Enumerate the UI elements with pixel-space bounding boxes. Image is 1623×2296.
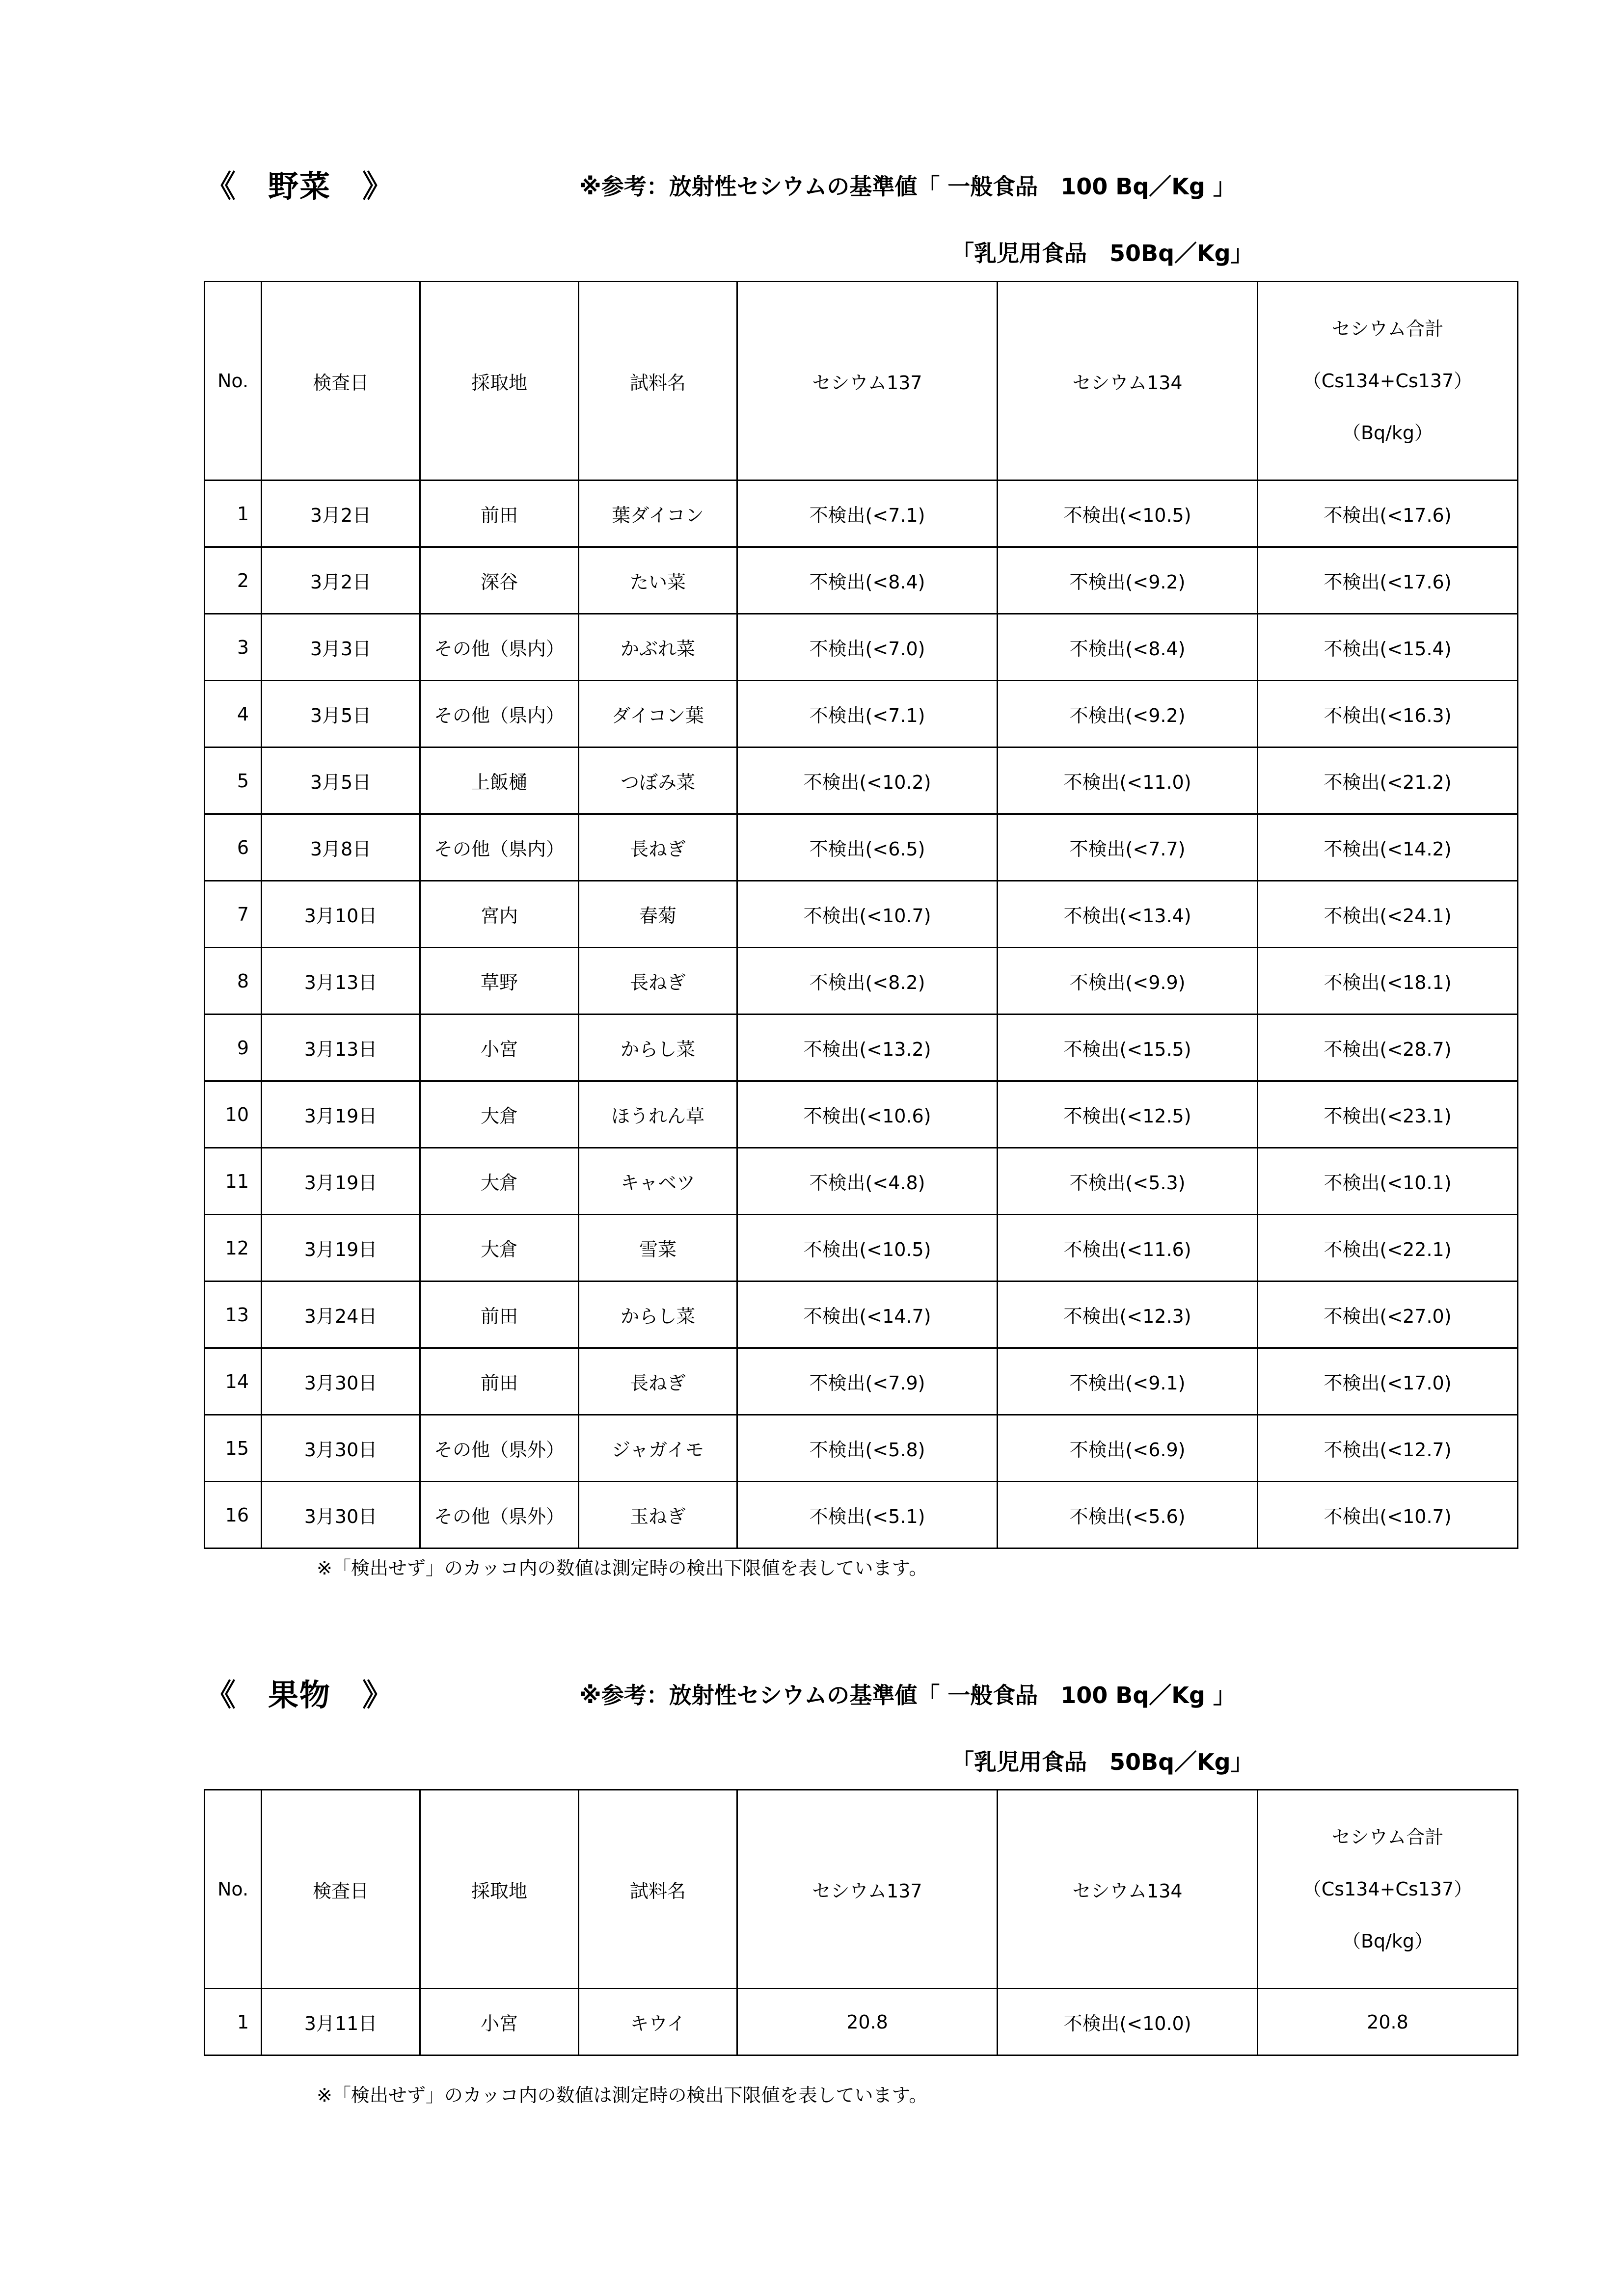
header-location: 採取地 bbox=[420, 1790, 579, 1989]
header-total bbox=[1258, 282, 1518, 481]
cell-cs137: 不検出(<13.2) bbox=[737, 1015, 998, 1081]
cell-location: 大倉 bbox=[420, 1215, 579, 1281]
cell-location: 深谷 bbox=[420, 547, 579, 614]
cell-no: 15 bbox=[205, 1415, 262, 1482]
table-row bbox=[205, 1482, 1518, 1548]
cell-total: 不検出(<22.1) bbox=[1258, 1215, 1518, 1281]
cell-date: 3月8日 bbox=[262, 814, 420, 881]
cell-date: 3月30日 bbox=[262, 1415, 420, 1482]
cell-no: 13 bbox=[205, 1281, 262, 1348]
cell-cs134: 不検出(<15.5) bbox=[998, 1015, 1258, 1081]
table-row bbox=[205, 1348, 1518, 1415]
fruits-table bbox=[204, 1789, 1518, 2056]
cell-date: 3月19日 bbox=[262, 1148, 420, 1215]
cell-cs134: 不検出(<10.5) bbox=[998, 481, 1258, 547]
cell-cs137: 不検出(<7.9) bbox=[737, 1348, 998, 1415]
cell-cs134: 不検出(<9.2) bbox=[998, 681, 1258, 748]
cell-date: 3月2日 bbox=[262, 547, 420, 614]
cell-no: 7 bbox=[205, 881, 262, 948]
cell-total: 不検出(<17.6) bbox=[1258, 481, 1518, 547]
header-total-line1: セシウム合計 bbox=[1331, 318, 1444, 340]
cell-sample: 雪菜 bbox=[579, 1215, 737, 1281]
table-row bbox=[205, 948, 1518, 1015]
cell-total: 不検出(<12.7) bbox=[1258, 1415, 1518, 1482]
cell-date: 3月5日 bbox=[262, 681, 420, 748]
cell-no: 1 bbox=[205, 1989, 262, 2056]
header-total-line3: （Bq/kg） bbox=[1342, 422, 1434, 444]
cell-sample: 葉ダイコン bbox=[579, 481, 737, 547]
cell-cs134: 不検出(<8.4) bbox=[998, 614, 1258, 681]
table-header-row bbox=[205, 282, 1518, 481]
cell-cs134: 不検出(<12.3) bbox=[998, 1281, 1258, 1348]
header-cs134: セシウム134 bbox=[998, 282, 1258, 481]
cell-location: 小宮 bbox=[420, 1015, 579, 1081]
cell-sample: ダイコン葉 bbox=[579, 681, 737, 748]
cell-date: 3月2日 bbox=[262, 481, 420, 547]
header-location: 採取地 bbox=[420, 282, 579, 481]
cell-no: 9 bbox=[205, 1015, 262, 1081]
header-sample: 試料名 bbox=[579, 282, 737, 481]
header-date: 検査日 bbox=[262, 282, 420, 481]
cell-cs134: 不検出(<11.0) bbox=[998, 748, 1258, 814]
cell-cs134: 不検出(<10.0) bbox=[998, 1989, 1258, 2056]
header-sample: 試料名 bbox=[579, 1790, 737, 1989]
cell-date: 3月13日 bbox=[262, 1015, 420, 1081]
cell-cs137: 不検出(<10.6) bbox=[737, 1081, 998, 1148]
cell-total: 不検出(<16.3) bbox=[1258, 681, 1518, 748]
header-total-line2: （Cs134+Cs137） bbox=[1302, 370, 1473, 392]
cell-location: 前田 bbox=[420, 1281, 579, 1348]
fruits-title: 《 果物 》 bbox=[205, 1677, 394, 1713]
cell-location: 宮内 bbox=[420, 881, 579, 948]
cell-sample: キウイ bbox=[579, 1989, 737, 2056]
vegetables-table-body bbox=[205, 282, 1518, 1548]
cell-date: 3月19日 bbox=[262, 1081, 420, 1148]
cell-no: 5 bbox=[205, 748, 262, 814]
table-row bbox=[205, 547, 1518, 614]
vegetables-reference-infant: 「乳児用食品 50Bq／Kg」 bbox=[951, 240, 1253, 267]
cell-cs137: 不検出(<7.0) bbox=[737, 614, 998, 681]
cell-cs134: 不検出(<9.2) bbox=[998, 547, 1258, 614]
fruits-reference-infant: 「乳児用食品 50Bq／Kg」 bbox=[951, 1749, 1253, 1775]
header-no: No. bbox=[205, 282, 262, 481]
cell-no: 1 bbox=[205, 481, 262, 547]
cell-location: その他（県内） bbox=[420, 681, 579, 748]
cell-cs137: 不検出(<5.8) bbox=[737, 1415, 998, 1482]
header-total-line3: （Bq/kg） bbox=[1342, 1930, 1434, 1952]
cell-date: 3月13日 bbox=[262, 948, 420, 1015]
cell-no: 11 bbox=[205, 1148, 262, 1215]
cell-total: 不検出(<10.1) bbox=[1258, 1148, 1518, 1215]
cell-total: 不検出(<21.2) bbox=[1258, 748, 1518, 814]
cell-cs134: 不検出(<9.1) bbox=[998, 1348, 1258, 1415]
table-row bbox=[205, 814, 1518, 881]
cell-cs137: 不検出(<6.5) bbox=[737, 814, 998, 881]
cell-cs137: 不検出(<4.8) bbox=[737, 1148, 998, 1215]
cell-location: 前田 bbox=[420, 1348, 579, 1415]
cell-no: 10 bbox=[205, 1081, 262, 1148]
table-row bbox=[205, 481, 1518, 547]
cell-location: 前田 bbox=[420, 481, 579, 547]
cell-total: 不検出(<27.0) bbox=[1258, 1281, 1518, 1348]
cell-total: 不検出(<18.1) bbox=[1258, 948, 1518, 1015]
cell-sample: からし菜 bbox=[579, 1015, 737, 1081]
cell-location: 小宮 bbox=[420, 1989, 579, 2056]
cell-cs137: 不検出(<8.4) bbox=[737, 547, 998, 614]
cell-cs134: 不検出(<12.5) bbox=[998, 1081, 1258, 1148]
cell-sample: 長ねぎ bbox=[579, 814, 737, 881]
cell-cs137: 不検出(<14.7) bbox=[737, 1281, 998, 1348]
cell-cs137: 不検出(<10.7) bbox=[737, 881, 998, 948]
cell-no: 16 bbox=[205, 1482, 262, 1548]
cell-cs134: 不検出(<9.9) bbox=[998, 948, 1258, 1015]
cell-sample: 長ねぎ bbox=[579, 1348, 737, 1415]
cell-sample: ジャガイモ bbox=[579, 1415, 737, 1482]
cell-total: 不検出(<28.7) bbox=[1258, 1015, 1518, 1081]
cell-date: 3月30日 bbox=[262, 1482, 420, 1548]
cell-location: 上飯樋 bbox=[420, 748, 579, 814]
cell-total: 20.8 bbox=[1258, 1989, 1518, 2056]
cell-sample: たい菜 bbox=[579, 547, 737, 614]
cell-date: 3月24日 bbox=[262, 1281, 420, 1348]
cell-sample: 玉ねぎ bbox=[579, 1482, 737, 1548]
cell-no: 14 bbox=[205, 1348, 262, 1415]
cell-cs137: 20.8 bbox=[737, 1989, 998, 2056]
cell-cs137: 不検出(<7.1) bbox=[737, 481, 998, 547]
cell-total: 不検出(<14.2) bbox=[1258, 814, 1518, 881]
cell-total: 不検出(<24.1) bbox=[1258, 881, 1518, 948]
fruits-table-body bbox=[205, 1790, 1518, 2056]
fruits-reference-general: ※参考：放射性セシウムの基準値「 一般食品 100 Bq／Kg 」 bbox=[579, 1682, 1236, 1709]
cell-sample: 春菊 bbox=[579, 881, 737, 948]
cell-location: 大倉 bbox=[420, 1081, 579, 1148]
header-cs134: セシウム134 bbox=[998, 1790, 1258, 1989]
cell-location: その他（県内） bbox=[420, 814, 579, 881]
vegetables-note: ※「検出せず」のカッコ内の数値は測定時の検出下限値を表しています。 bbox=[317, 1557, 928, 1579]
cell-location: その他（県外） bbox=[420, 1482, 579, 1548]
cell-location: その他（県外） bbox=[420, 1415, 579, 1482]
cell-no: 8 bbox=[205, 948, 262, 1015]
table-row bbox=[205, 881, 1518, 948]
header-total-line1: セシウム合計 bbox=[1331, 1826, 1444, 1848]
header-cs137: セシウム137 bbox=[737, 1790, 998, 1989]
header-no: No. bbox=[205, 1790, 262, 1989]
cell-date: 3月19日 bbox=[262, 1215, 420, 1281]
cell-total: 不検出(<10.7) bbox=[1258, 1482, 1518, 1548]
table-row bbox=[205, 1415, 1518, 1482]
table-row bbox=[205, 1015, 1518, 1081]
cell-total: 不検出(<17.0) bbox=[1258, 1348, 1518, 1415]
cell-no: 12 bbox=[205, 1215, 262, 1281]
cell-location: 草野 bbox=[420, 948, 579, 1015]
cell-date: 3月30日 bbox=[262, 1348, 420, 1415]
header-total-line2: （Cs134+Cs137） bbox=[1302, 1878, 1473, 1900]
cell-cs134: 不検出(<5.3) bbox=[998, 1148, 1258, 1215]
cell-cs134: 不検出(<11.6) bbox=[998, 1215, 1258, 1281]
cell-cs134: 不検出(<5.6) bbox=[998, 1482, 1258, 1548]
table-header-row bbox=[205, 1790, 1518, 1989]
cell-date: 3月5日 bbox=[262, 748, 420, 814]
cell-cs137: 不検出(<10.2) bbox=[737, 748, 998, 814]
table-row bbox=[205, 1281, 1518, 1348]
vegetables-table bbox=[204, 281, 1518, 1549]
table-row bbox=[205, 614, 1518, 681]
cell-cs134: 不検出(<6.9) bbox=[998, 1415, 1258, 1482]
cell-sample: かぶれ菜 bbox=[579, 614, 737, 681]
cell-no: 4 bbox=[205, 681, 262, 748]
cell-sample: からし菜 bbox=[579, 1281, 737, 1348]
cell-cs137: 不検出(<7.1) bbox=[737, 681, 998, 748]
header-cs137: セシウム137 bbox=[737, 282, 998, 481]
cell-sample: ほうれん草 bbox=[579, 1081, 737, 1148]
cell-date: 3月11日 bbox=[262, 1989, 420, 2056]
cell-date: 3月10日 bbox=[262, 881, 420, 948]
header-total bbox=[1258, 1790, 1518, 1989]
cell-no: 6 bbox=[205, 814, 262, 881]
cell-no: 2 bbox=[205, 547, 262, 614]
cell-cs137: 不検出(<10.5) bbox=[737, 1215, 998, 1281]
table-row bbox=[205, 1148, 1518, 1215]
fruits-note: ※「検出せず」のカッコ内の数値は測定時の検出下限値を表しています。 bbox=[317, 2084, 928, 2106]
vegetables-reference-general: ※参考：放射性セシウムの基準値「 一般食品 100 Bq／Kg 」 bbox=[579, 173, 1236, 200]
cell-location: 大倉 bbox=[420, 1148, 579, 1215]
cell-cs137: 不検出(<5.1) bbox=[737, 1482, 998, 1548]
cell-cs137: 不検出(<8.2) bbox=[737, 948, 998, 1015]
table-row bbox=[205, 681, 1518, 748]
table-row bbox=[205, 1081, 1518, 1148]
vegetables-title: 《 野菜 》 bbox=[205, 168, 394, 204]
header-date: 検査日 bbox=[262, 1790, 420, 1989]
cell-cs134: 不検出(<13.4) bbox=[998, 881, 1258, 948]
cell-total: 不検出(<23.1) bbox=[1258, 1081, 1518, 1148]
cell-location: その他（県内） bbox=[420, 614, 579, 681]
cell-date: 3月3日 bbox=[262, 614, 420, 681]
cell-total: 不検出(<17.6) bbox=[1258, 547, 1518, 614]
cell-cs134: 不検出(<7.7) bbox=[998, 814, 1258, 881]
cell-total: 不検出(<15.4) bbox=[1258, 614, 1518, 681]
table-row bbox=[205, 748, 1518, 814]
cell-no: 3 bbox=[205, 614, 262, 681]
table-row bbox=[205, 1215, 1518, 1281]
cell-sample: 長ねぎ bbox=[579, 948, 737, 1015]
cell-sample: つぼみ菜 bbox=[579, 748, 737, 814]
cell-sample: キャベツ bbox=[579, 1148, 737, 1215]
table-row bbox=[205, 1989, 1518, 2056]
